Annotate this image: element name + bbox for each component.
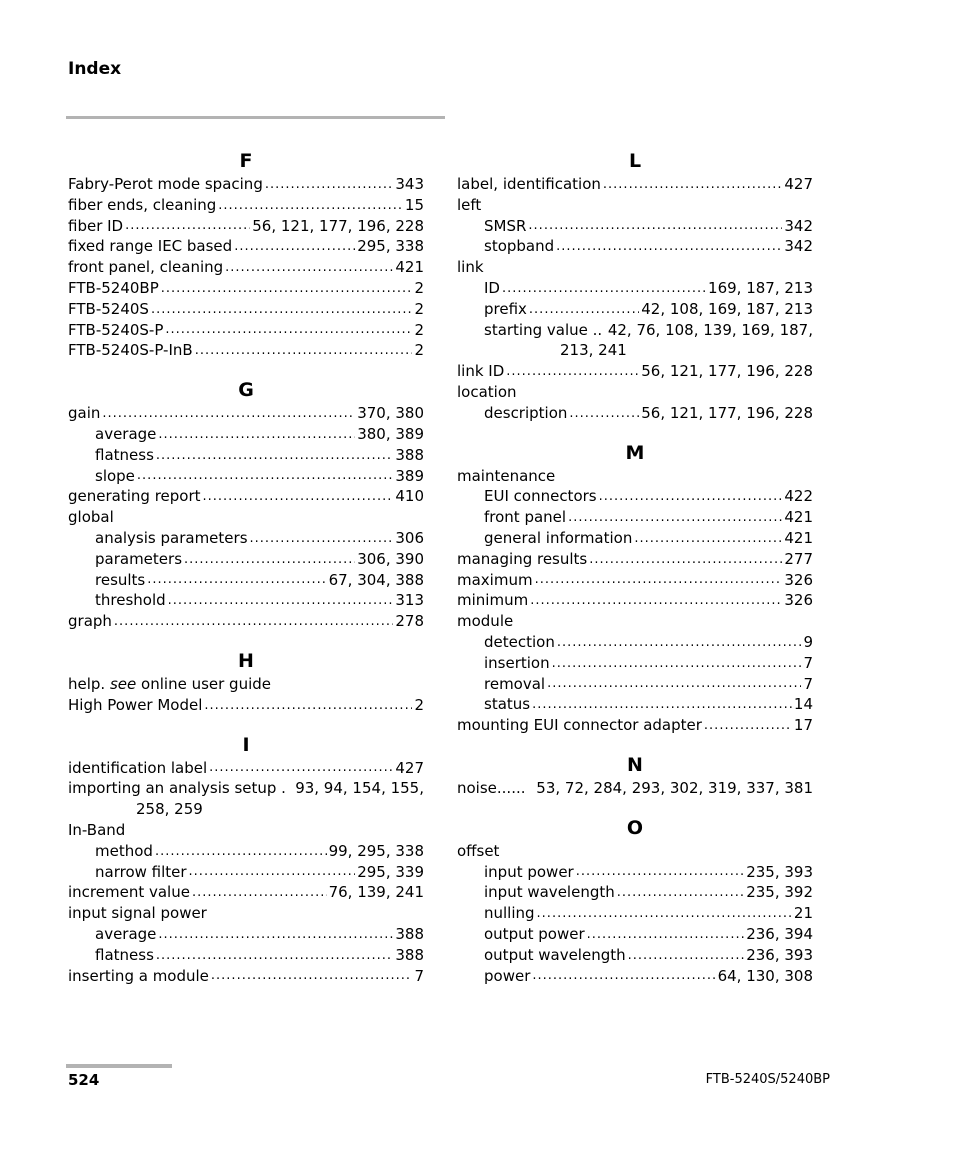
entry-term: starting value .. bbox=[484, 320, 603, 339]
entry-term: input signal power bbox=[68, 904, 207, 923]
index-entry bbox=[457, 778, 813, 799]
index-entry bbox=[68, 507, 424, 528]
index-entry bbox=[457, 966, 813, 987]
index-entry bbox=[457, 674, 813, 695]
dot-leader bbox=[158, 424, 355, 445]
entry-pages: 53, 72, 284, 293, 302, 319, 337, 381 bbox=[536, 778, 813, 797]
index-entry bbox=[68, 966, 424, 987]
entry-pages: 2 bbox=[414, 695, 424, 714]
entry-term: front panel, cleaning bbox=[68, 258, 224, 277]
dot-leader bbox=[192, 882, 327, 903]
dot-leader bbox=[552, 653, 802, 674]
dot-leader bbox=[634, 528, 782, 549]
entry-pages: 326 bbox=[784, 591, 813, 610]
entry-pages: 427 bbox=[784, 175, 813, 193]
entry-pages: 370, 380 bbox=[357, 404, 424, 423]
entry-term: prefix bbox=[484, 299, 527, 318]
index-entry bbox=[457, 299, 813, 320]
entry-term: offset bbox=[457, 841, 500, 860]
page-number: 524 bbox=[68, 1071, 100, 1089]
entry-pages: 56, 121, 177, 196, 228 bbox=[641, 362, 813, 381]
running-header-title: Index bbox=[68, 59, 122, 79]
entry-pages: 421 bbox=[784, 508, 813, 527]
entry-term: removal bbox=[484, 674, 546, 693]
dot-leader bbox=[209, 758, 393, 779]
dot-leader bbox=[599, 486, 783, 507]
entry-term: minimum bbox=[457, 591, 529, 610]
entry-term: FTB-5240S-P bbox=[68, 320, 164, 339]
index-entry bbox=[68, 445, 424, 466]
index-entry bbox=[457, 611, 813, 632]
entry-term: noise...... bbox=[457, 778, 526, 797]
section-letter: L bbox=[628, 150, 642, 172]
index-entry bbox=[68, 882, 424, 903]
dot-leader bbox=[576, 862, 744, 883]
entry-term: location bbox=[457, 382, 517, 401]
entry-pages: 169, 187, 213 bbox=[708, 278, 813, 297]
entry-term: inserting a module bbox=[68, 966, 209, 985]
entry-term: output wavelength bbox=[484, 945, 626, 964]
entry-term: detection bbox=[484, 632, 555, 651]
entry-pages: 422 bbox=[784, 487, 813, 506]
dot-leader bbox=[530, 590, 782, 611]
section-letter: F bbox=[239, 150, 253, 172]
index-entry bbox=[457, 653, 813, 674]
entry-term: SMSR bbox=[484, 216, 527, 235]
dot-leader bbox=[532, 694, 792, 715]
dot-leader bbox=[528, 216, 782, 237]
entry-pages: 421 bbox=[784, 528, 813, 547]
entry-term: mounting EUI connector adapter bbox=[457, 716, 702, 735]
entry-term: identification label bbox=[68, 758, 208, 777]
dot-leader bbox=[529, 299, 639, 320]
dot-leader bbox=[704, 715, 792, 736]
dot-leader bbox=[506, 361, 639, 382]
entry-pages: 21 bbox=[793, 904, 813, 923]
dot-leader bbox=[628, 945, 745, 966]
entry-pages: 2 bbox=[414, 299, 424, 318]
entry-pages: 67, 304, 388 bbox=[328, 570, 424, 589]
entry-term: generating report bbox=[68, 487, 201, 506]
entry-term: analysis parameters bbox=[95, 528, 248, 547]
entry-pages: 306 bbox=[395, 528, 424, 547]
dot-leader bbox=[265, 174, 394, 195]
index-entry bbox=[68, 424, 424, 445]
entry-term: status bbox=[484, 695, 531, 714]
index-entry bbox=[457, 236, 813, 257]
entry-term: average bbox=[95, 924, 157, 943]
index-entry bbox=[457, 257, 813, 278]
entry-term: power bbox=[484, 966, 531, 985]
index-entry bbox=[68, 466, 424, 487]
section-letter: M bbox=[625, 441, 645, 464]
entry-term: managing results bbox=[457, 549, 588, 568]
entry-term: importing an analysis setup . bbox=[68, 779, 286, 798]
dot-leader bbox=[204, 695, 412, 716]
entry-term: fiber ends, cleaning bbox=[68, 195, 217, 214]
dot-leader bbox=[535, 570, 783, 591]
dot-leader bbox=[114, 611, 393, 632]
entry-term: module bbox=[457, 612, 514, 631]
dot-leader bbox=[125, 216, 250, 237]
entry-pages: 388 bbox=[395, 924, 424, 943]
dot-leader bbox=[195, 340, 413, 361]
index-entry bbox=[68, 486, 424, 507]
entry-term: front panel bbox=[484, 508, 567, 527]
entry-term: nulling bbox=[484, 904, 535, 923]
entry-term: method bbox=[95, 841, 153, 860]
entry-term: slope bbox=[95, 466, 135, 485]
dot-leader bbox=[155, 841, 327, 862]
index-entry bbox=[68, 216, 424, 237]
entry-pages: 17 bbox=[793, 716, 813, 735]
entry-pages: 7 bbox=[803, 653, 813, 672]
index-section-n bbox=[457, 752, 813, 799]
index-entry bbox=[457, 570, 813, 591]
index-section-i bbox=[68, 732, 424, 987]
entry-term: label, identification bbox=[457, 175, 601, 193]
index-entry bbox=[457, 174, 813, 195]
entry-pages: 7 bbox=[414, 966, 424, 985]
index-entry bbox=[68, 758, 424, 779]
entry-term: graph bbox=[68, 612, 112, 631]
index-entry bbox=[68, 257, 424, 278]
entry-term: output power bbox=[484, 924, 585, 943]
entry-term: EUI connectors bbox=[484, 487, 597, 506]
document-name: FTB-5240S/5240BP bbox=[705, 1072, 830, 1087]
entry-pages-continued: 258, 259 bbox=[136, 800, 203, 819]
entry-term: flatness bbox=[95, 945, 154, 964]
entry-pages: 326 bbox=[784, 570, 813, 589]
entry-pages: 380, 389 bbox=[357, 424, 424, 443]
index-entry bbox=[457, 320, 813, 341]
entry-pages: 76, 139, 241 bbox=[328, 883, 424, 902]
entry-term: insertion bbox=[484, 653, 550, 672]
dot-leader bbox=[557, 632, 802, 653]
entry-pages: 2 bbox=[414, 320, 424, 339]
index-entry bbox=[68, 924, 424, 945]
index-entry bbox=[68, 570, 424, 591]
index-entry bbox=[457, 507, 813, 528]
section-letter: G bbox=[238, 379, 254, 402]
entry-pages: 2 bbox=[414, 278, 424, 297]
entry-term: input power bbox=[484, 862, 574, 881]
entry-pages: 93, 94, 154, 155, bbox=[295, 779, 424, 798]
index-entry bbox=[457, 549, 813, 570]
entry-pages-continued: 213, 241 bbox=[560, 341, 627, 360]
index-entry bbox=[68, 195, 424, 216]
entry-term: maximum bbox=[457, 570, 533, 589]
see-target: online user guide bbox=[141, 674, 272, 693]
index-entry bbox=[68, 528, 424, 549]
see-reference: see bbox=[109, 674, 137, 693]
entry-pages: 9 bbox=[803, 632, 813, 651]
dot-leader bbox=[218, 195, 403, 216]
entry-pages: 99, 295, 338 bbox=[328, 841, 424, 860]
index-entry bbox=[457, 903, 813, 924]
dot-leader bbox=[537, 903, 792, 924]
entry-pages: 56, 121, 177, 196, 228 bbox=[252, 216, 424, 235]
dot-leader bbox=[168, 590, 394, 611]
index-entry bbox=[68, 778, 424, 799]
section-letter: H bbox=[238, 649, 254, 672]
index-entry bbox=[457, 528, 813, 549]
dot-leader bbox=[102, 403, 355, 424]
dot-leader bbox=[589, 549, 782, 570]
entry-pages: 306, 390 bbox=[357, 549, 424, 568]
index-entry bbox=[457, 382, 813, 403]
dot-leader bbox=[617, 882, 744, 903]
entry-term: ID bbox=[484, 278, 500, 297]
section-letter: O bbox=[626, 816, 644, 839]
entry-term: maintenance bbox=[457, 466, 556, 485]
entry-pages: 236, 394 bbox=[746, 924, 813, 943]
index-entry bbox=[68, 903, 424, 924]
index-section-g bbox=[68, 377, 424, 632]
index-entry bbox=[68, 695, 424, 716]
entry-pages: 388 bbox=[395, 445, 424, 464]
dot-leader bbox=[211, 966, 413, 987]
entry-term: left bbox=[457, 195, 482, 214]
index-section-m bbox=[457, 440, 813, 736]
index-entry bbox=[457, 590, 813, 611]
entry-pages: 342 bbox=[784, 237, 813, 256]
index-entry bbox=[457, 486, 813, 507]
entry-pages: 342 bbox=[784, 216, 813, 235]
dot-leader bbox=[250, 528, 394, 549]
dot-leader bbox=[158, 924, 393, 945]
index-section-h bbox=[68, 648, 424, 716]
index-section-f bbox=[68, 148, 424, 361]
entry-pages: 278 bbox=[395, 612, 424, 631]
entry-term: FTB-5240S-P-InB bbox=[68, 341, 193, 360]
entry-term: Fabry-Perot mode spacing bbox=[68, 175, 263, 193]
index-entry bbox=[457, 862, 813, 883]
index-entry bbox=[457, 715, 813, 736]
dot-leader bbox=[203, 486, 394, 507]
dot-leader bbox=[225, 257, 393, 278]
section-letter: I bbox=[242, 733, 250, 756]
entry-pages: 15 bbox=[404, 195, 424, 214]
entry-pages: 277 bbox=[784, 549, 813, 568]
index-entry bbox=[457, 924, 813, 945]
entry-pages: 389 bbox=[395, 466, 424, 485]
entry-pages: 388 bbox=[395, 945, 424, 964]
entry-pages: 410 bbox=[395, 487, 424, 506]
entry-pages: 235, 392 bbox=[746, 883, 813, 902]
index-entry bbox=[457, 278, 813, 299]
index-entry bbox=[68, 862, 424, 883]
entry-pages: 421 bbox=[395, 258, 424, 277]
index-entry bbox=[457, 361, 813, 382]
section-letter: N bbox=[627, 753, 643, 776]
dot-leader bbox=[189, 862, 356, 883]
index-entry bbox=[457, 882, 813, 903]
entry-pages: 236, 393 bbox=[746, 945, 813, 964]
entry-term: FTB-5240BP bbox=[68, 278, 159, 297]
index-entry bbox=[68, 340, 424, 361]
entry-term: In-Band bbox=[68, 820, 126, 839]
index-entry bbox=[68, 236, 424, 257]
index-entry bbox=[68, 820, 424, 841]
entry-term: global bbox=[68, 508, 114, 527]
index-entry bbox=[68, 174, 424, 195]
index-section-l bbox=[457, 148, 813, 424]
index-entry bbox=[68, 841, 424, 862]
index-entry bbox=[457, 945, 813, 966]
dot-leader bbox=[151, 299, 413, 320]
dot-leader bbox=[137, 466, 393, 487]
dot-leader bbox=[161, 278, 413, 299]
dot-leader bbox=[569, 403, 639, 424]
dot-leader bbox=[547, 674, 801, 695]
entry-term: narrow filter bbox=[95, 862, 187, 881]
entry-term: parameters bbox=[95, 549, 183, 568]
entry-term: fixed range IEC based bbox=[68, 237, 233, 256]
entry-pages: 235, 393 bbox=[746, 862, 813, 881]
entry-pages: 313 bbox=[395, 591, 424, 610]
dot-leader bbox=[532, 966, 715, 987]
index-entry bbox=[68, 403, 424, 424]
dot-leader bbox=[165, 320, 412, 341]
entry-term: help. bbox=[68, 674, 106, 693]
dot-leader bbox=[156, 445, 393, 466]
index-entry bbox=[457, 403, 813, 424]
dot-leader bbox=[603, 174, 782, 195]
header-rule bbox=[66, 116, 445, 119]
entry-term: increment value bbox=[68, 883, 190, 902]
entry-term: flatness bbox=[95, 445, 154, 464]
dot-leader bbox=[184, 549, 355, 570]
index-entry bbox=[68, 611, 424, 632]
entry-term: average bbox=[95, 424, 157, 443]
entry-term: High Power Model bbox=[68, 695, 203, 714]
dot-leader bbox=[234, 236, 355, 257]
index-entry bbox=[68, 320, 424, 341]
index-entry bbox=[457, 694, 813, 715]
index-entry bbox=[68, 590, 424, 611]
index-entry bbox=[68, 299, 424, 320]
entry-pages: 2 bbox=[414, 341, 424, 360]
entry-pages: 343 bbox=[395, 175, 424, 193]
index-entry bbox=[68, 549, 424, 570]
entry-term: link bbox=[457, 258, 484, 277]
index-entry bbox=[457, 466, 813, 487]
index-entry bbox=[457, 195, 813, 216]
entry-term: description bbox=[484, 403, 568, 422]
entry-pages: 42, 76, 108, 139, 169, 187, bbox=[607, 320, 813, 339]
index-entry bbox=[68, 945, 424, 966]
entry-term: gain bbox=[68, 404, 101, 423]
entry-term: FTB-5240S bbox=[68, 299, 149, 318]
dot-leader bbox=[147, 570, 326, 591]
entry-term: link ID bbox=[457, 362, 505, 381]
entry-term: results bbox=[95, 570, 146, 589]
dot-leader bbox=[156, 945, 393, 966]
index-entry bbox=[68, 674, 424, 695]
entry-term: general information bbox=[484, 528, 633, 547]
entry-pages: 427 bbox=[395, 758, 424, 777]
dot-leader bbox=[568, 507, 782, 528]
entry-pages: 7 bbox=[803, 674, 813, 693]
footer-rule bbox=[66, 1064, 172, 1068]
index-section-o bbox=[457, 815, 813, 987]
index-column-left bbox=[68, 148, 424, 1002]
entry-term: input wavelength bbox=[484, 883, 615, 902]
entry-pages: 42, 108, 169, 187, 213 bbox=[641, 299, 813, 318]
entry-pages: 295, 338 bbox=[357, 237, 424, 256]
index-entry bbox=[457, 216, 813, 237]
entry-term: fiber ID bbox=[68, 216, 124, 235]
index-entry bbox=[457, 841, 813, 862]
entry-pages: 295, 339 bbox=[357, 862, 424, 881]
dot-leader bbox=[502, 278, 706, 299]
entry-term: stopband bbox=[484, 237, 555, 256]
index-entry bbox=[68, 278, 424, 299]
entry-pages: 14 bbox=[793, 695, 813, 714]
index-column-right bbox=[457, 148, 813, 1002]
dot-leader bbox=[556, 236, 782, 257]
entry-pages: 64, 130, 308 bbox=[717, 966, 813, 985]
dot-leader bbox=[587, 924, 745, 945]
entry-term: threshold bbox=[95, 591, 166, 610]
entry-pages: 56, 121, 177, 196, 228 bbox=[641, 403, 813, 422]
index-entry bbox=[457, 632, 813, 653]
